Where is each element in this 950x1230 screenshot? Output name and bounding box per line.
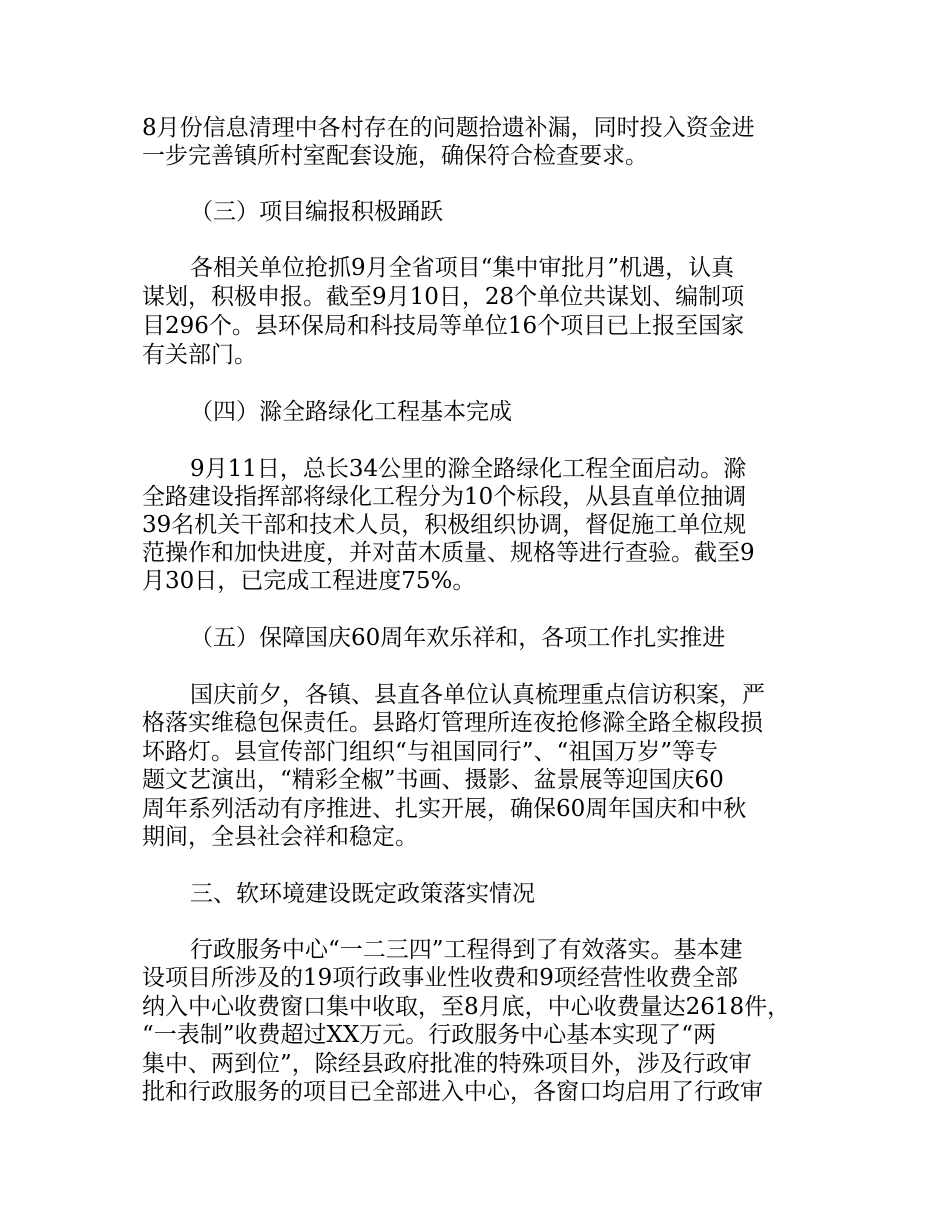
text-line: 9月11日，总长34公里的滁全路绿化工程全面启动。滁 — [190, 456, 747, 482]
text-line: 周年系列活动有序推进、扎实开展，确保60周年国庆和中秋 — [142, 796, 747, 822]
text-line: 期间，全县社会祥和稳定。 — [142, 824, 418, 850]
text-line: 8月份信息清理中各村存在的问题拾遗补漏，同时投入资金进 — [142, 115, 755, 141]
text-line: 各相关单位抢抓9月全省项目“集中审批月”机遇，认真 — [190, 255, 735, 281]
text-line: 批和行政服务的项目已全部进入中心，各窗口均启用了行政审 — [142, 1079, 763, 1105]
text-line: 题文艺演出，“精彩全椒”书画、摄影、盆景展等迎国庆60 — [142, 767, 724, 793]
text-line: “一表制”收费超过XX万元。行政服务中心基本实现了“两 — [142, 1022, 717, 1048]
section-heading: （五）保障国庆60周年欢乐祥和，各项工作扎实推进 — [190, 625, 726, 651]
text-line: 设项目所涉及的19项行政事业性收费和9项经营性收费全部 — [142, 965, 738, 991]
text-line: 集中、两到位”，除经县政府批准的特殊项目外，涉及行政审 — [142, 1051, 752, 1077]
text-line: 一步完善镇所村室配套设施，确保符合检查要求。 — [142, 143, 648, 169]
text-line: 纳入中心收费窗口集中收取，至8月底，中心收费量达2618件， — [142, 994, 791, 1020]
text-line: 月30日，已完成工程进度75%。 — [142, 568, 476, 594]
text-line: 坏路灯。县宣传部门组织“与祖国同行”、“祖国万岁”等专 — [142, 739, 719, 765]
text-line: 有关部门。 — [142, 342, 257, 368]
text-line: 全路建设指挥部将绿化工程分为10个标段，从县直单位抽调 — [142, 484, 747, 510]
section-heading: 三、软环境建设既定政策落实情况 — [190, 881, 535, 907]
text-line: 范操作和加快进度，并对苗木质量、规格等进行查验。截至9 — [142, 540, 755, 566]
section-heading: （四）滁全路绿化工程基本完成 — [190, 399, 512, 425]
text-line: 目296个。县环保局和科技局等单位16个项目已上报至国家 — [142, 313, 745, 339]
text-line: 谋划，积极申报。截至9月10日，28个单位共谋划、编制项 — [142, 284, 745, 310]
text-line: 行政服务中心“一二三四”工程得到了有效落实。基本建 — [190, 937, 743, 963]
text-line: 国庆前夕，各镇、县直各单位认真梳理重点信访积案，严 — [190, 682, 765, 708]
section-heading: （三）项目编报积极踊跃 — [190, 199, 443, 225]
text-line: 39名机关干部和技术人员，积极组织协调，督促施工单位规 — [142, 512, 747, 538]
text-line: 格落实维稳包保责任。县路灯管理所连夜抢修滁全路全椒段损 — [142, 710, 763, 736]
